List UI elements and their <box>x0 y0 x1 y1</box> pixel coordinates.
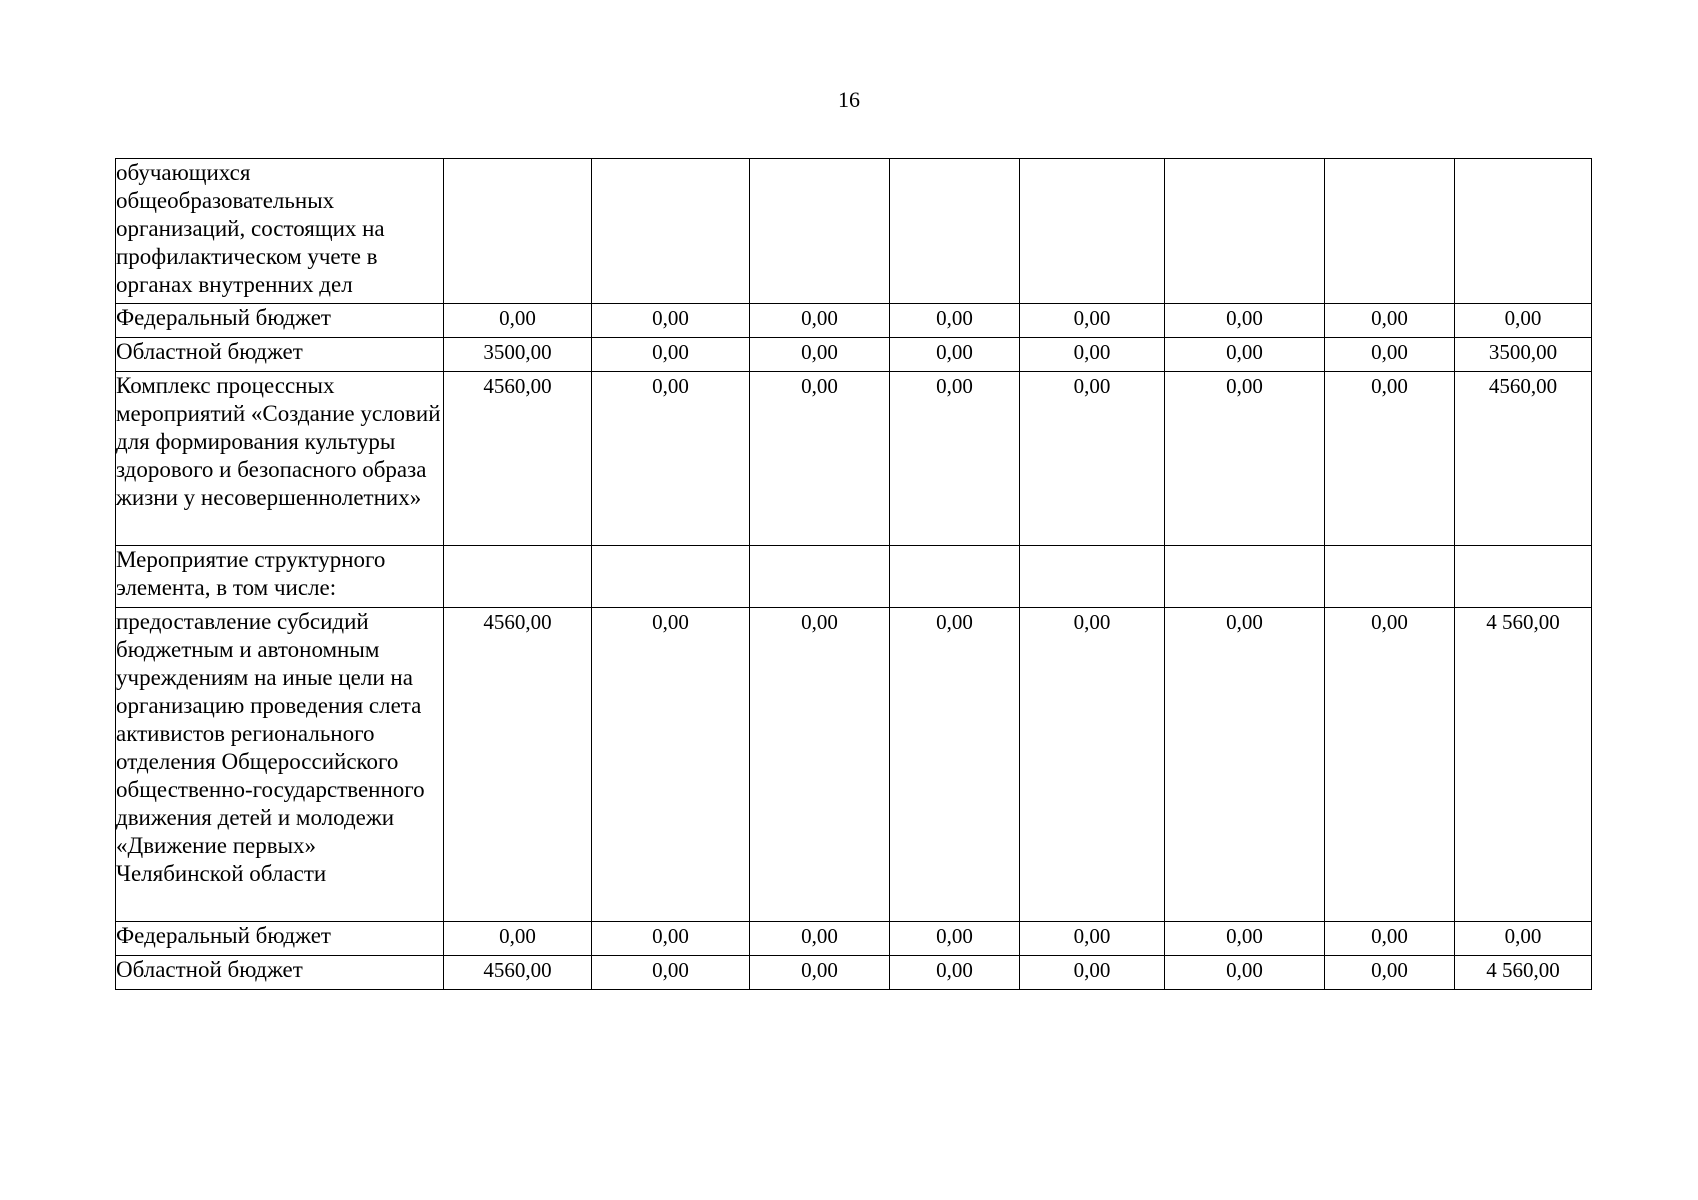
cell-value: 0,00 <box>592 372 750 546</box>
row-label: Мероприятие структурного элемента, в том числе: <box>116 546 444 608</box>
cell-value: 4560,00 <box>1455 372 1592 546</box>
cell-value: 0,00 <box>750 304 890 338</box>
cell-value: 0,00 <box>1165 304 1325 338</box>
cell-value: 0,00 <box>1020 372 1165 546</box>
cell-value: 0,00 <box>1455 304 1592 338</box>
cell-value <box>890 546 1020 608</box>
cell-value <box>1165 546 1325 608</box>
cell-value: 0,00 <box>1165 608 1325 922</box>
cell-value: 0,00 <box>890 304 1020 338</box>
cell-value: 0,00 <box>1165 338 1325 372</box>
budget-table <box>115 158 1592 990</box>
cell-value <box>750 159 890 304</box>
cell-value: 0,00 <box>1325 372 1455 546</box>
cell-value: 0,00 <box>750 922 890 956</box>
cell-value: 0,00 <box>592 304 750 338</box>
row-label: предоставление субсидий бюджетным и автономным учреждениям на иные цели на организацию проведения слета активистов регионального отделения Общероссийского общественно-государственного движения детей и молодежи «Движение первых» Челябинской области <box>116 608 444 922</box>
cell-value: 0,00 <box>1325 956 1455 990</box>
table-row <box>116 159 1592 304</box>
cell-value <box>1165 159 1325 304</box>
row-label: Федеральный бюджет <box>116 922 444 956</box>
cell-value: 0,00 <box>1165 956 1325 990</box>
cell-value <box>592 546 750 608</box>
cell-value: 0,00 <box>592 338 750 372</box>
cell-value <box>444 546 592 608</box>
table-row <box>116 304 1592 338</box>
cell-value: 3500,00 <box>1455 338 1592 372</box>
cell-value <box>592 159 750 304</box>
table-row <box>116 922 1592 956</box>
cell-value <box>1325 546 1455 608</box>
cell-value: 0,00 <box>890 956 1020 990</box>
cell-value <box>1455 546 1592 608</box>
cell-value: 0,00 <box>1020 608 1165 922</box>
cell-value: 3500,00 <box>444 338 592 372</box>
cell-value <box>1020 159 1165 304</box>
cell-value <box>1455 159 1592 304</box>
cell-value: 4 560,00 <box>1455 608 1592 922</box>
cell-value: 0,00 <box>1325 338 1455 372</box>
cell-value <box>890 159 1020 304</box>
cell-value: 0,00 <box>1020 922 1165 956</box>
cell-value: 0,00 <box>1020 304 1165 338</box>
cell-value <box>1020 546 1165 608</box>
cell-value: 0,00 <box>890 338 1020 372</box>
cell-value: 0,00 <box>1020 338 1165 372</box>
cell-value <box>750 546 890 608</box>
cell-value <box>1325 159 1455 304</box>
cell-value: 0,00 <box>444 922 592 956</box>
cell-value: 0,00 <box>750 338 890 372</box>
cell-value: 0,00 <box>750 372 890 546</box>
row-label: обучающихся общеобразовательных организаций, состоящих на профилактическом учете в органах внутренних дел <box>116 159 444 304</box>
table-row <box>116 608 1592 922</box>
table-row <box>116 338 1592 372</box>
table-row <box>116 372 1592 546</box>
cell-value: 4 560,00 <box>1455 956 1592 990</box>
cell-value: 4560,00 <box>444 608 592 922</box>
cell-value <box>444 159 592 304</box>
table-row <box>116 546 1592 608</box>
cell-value: 0,00 <box>890 608 1020 922</box>
page-number: 16 <box>838 87 860 112</box>
cell-value: 0,00 <box>1325 608 1455 922</box>
row-label: Областной бюджет <box>116 956 444 990</box>
cell-value: 0,00 <box>1325 922 1455 956</box>
cell-value: 0,00 <box>1020 956 1165 990</box>
cell-value: 0,00 <box>1325 304 1455 338</box>
cell-value: 0,00 <box>1165 922 1325 956</box>
cell-value: 0,00 <box>890 922 1020 956</box>
cell-value: 0,00 <box>890 372 1020 546</box>
cell-value: 0,00 <box>444 304 592 338</box>
cell-value: 0,00 <box>1455 922 1592 956</box>
cell-value: 0,00 <box>592 922 750 956</box>
table-row <box>116 956 1592 990</box>
row-label: Областной бюджет <box>116 338 444 372</box>
cell-value: 0,00 <box>1165 372 1325 546</box>
cell-value: 0,00 <box>592 956 750 990</box>
cell-value: 4560,00 <box>444 956 592 990</box>
cell-value: 0,00 <box>750 956 890 990</box>
row-label: Федеральный бюджет <box>116 304 444 338</box>
cell-value: 0,00 <box>750 608 890 922</box>
row-label: Комплекс процессных мероприятий «Создание условий для формирования культуры здорового и безопасного образа жизни у несовершеннолетних» <box>116 372 444 546</box>
cell-value: 0,00 <box>592 608 750 922</box>
cell-value: 4560,00 <box>444 372 592 546</box>
